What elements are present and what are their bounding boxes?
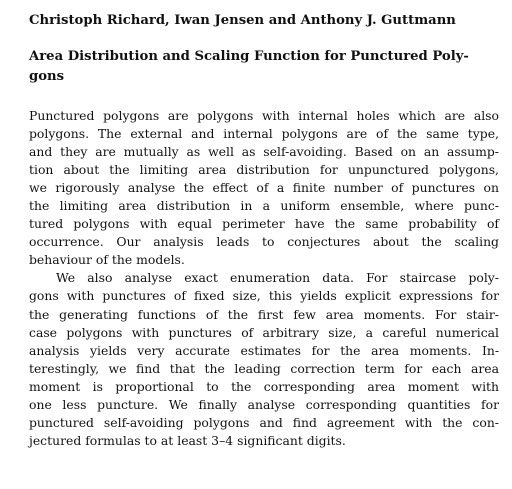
abstract-paragraph-1 (29, 107, 499, 269)
text-line: the generating functions of the first few area moments. For stair- (29, 306, 499, 322)
text-line: case polygons with punctures of arbitrary size, a careful numerical (29, 324, 499, 340)
paper-title (29, 47, 499, 87)
text-line: and they are mutually as well as self-avoiding. Based on an assump- (29, 144, 499, 160)
text-line: we rigorously analyse the effect of a finite number of punctures on (29, 180, 499, 196)
title-line: Area Distribution and Scaling Function for Punctured Poly- (29, 49, 469, 64)
text-line: tured polygons with equal perimeter have the same probability of (29, 216, 499, 232)
text-line: punctured self-avoiding polygons and find agreement with the con- (29, 414, 499, 430)
text-line: analysis yields very accurate estimates for the area moments. In- (29, 342, 499, 358)
text-line: We also analyse exact enumeration data. For staircase poly- (56, 270, 499, 286)
text-line: the limiting area distribution in a uniform ensemble, where punc- (29, 198, 499, 214)
text-line: occurrence. Our analysis leads to conjectures about the scaling (29, 234, 499, 250)
text-line: gons with punctures of fixed size, this yields explicit expressions for (29, 288, 499, 304)
text-line: moment is proportional to the corresponding area moment with (29, 378, 499, 394)
text-line: terestingly, we find that the leading correction term for each area (29, 360, 499, 376)
text-line: polygons. The external and internal polygons are of the same type, (29, 126, 499, 142)
text-line: tion about the limiting area distribution for unpunctured polygons, (29, 162, 499, 178)
abstract-paragraph-2 (29, 269, 499, 449)
authors-line: Christoph Richard, Iwan Jensen and Anthony J. Guttmann (29, 13, 456, 28)
text-line: one less puncture. We finally analyse corresponding quantities for (29, 396, 499, 412)
text-line: jectured formulas to at least 3–4 significant digits. (29, 432, 346, 448)
text-line: Punctured polygons are polygons with internal holes which are also (29, 108, 499, 123)
title-line: gons (29, 69, 65, 84)
abstract (29, 107, 499, 450)
text-line: behaviour of the models. (29, 252, 185, 268)
